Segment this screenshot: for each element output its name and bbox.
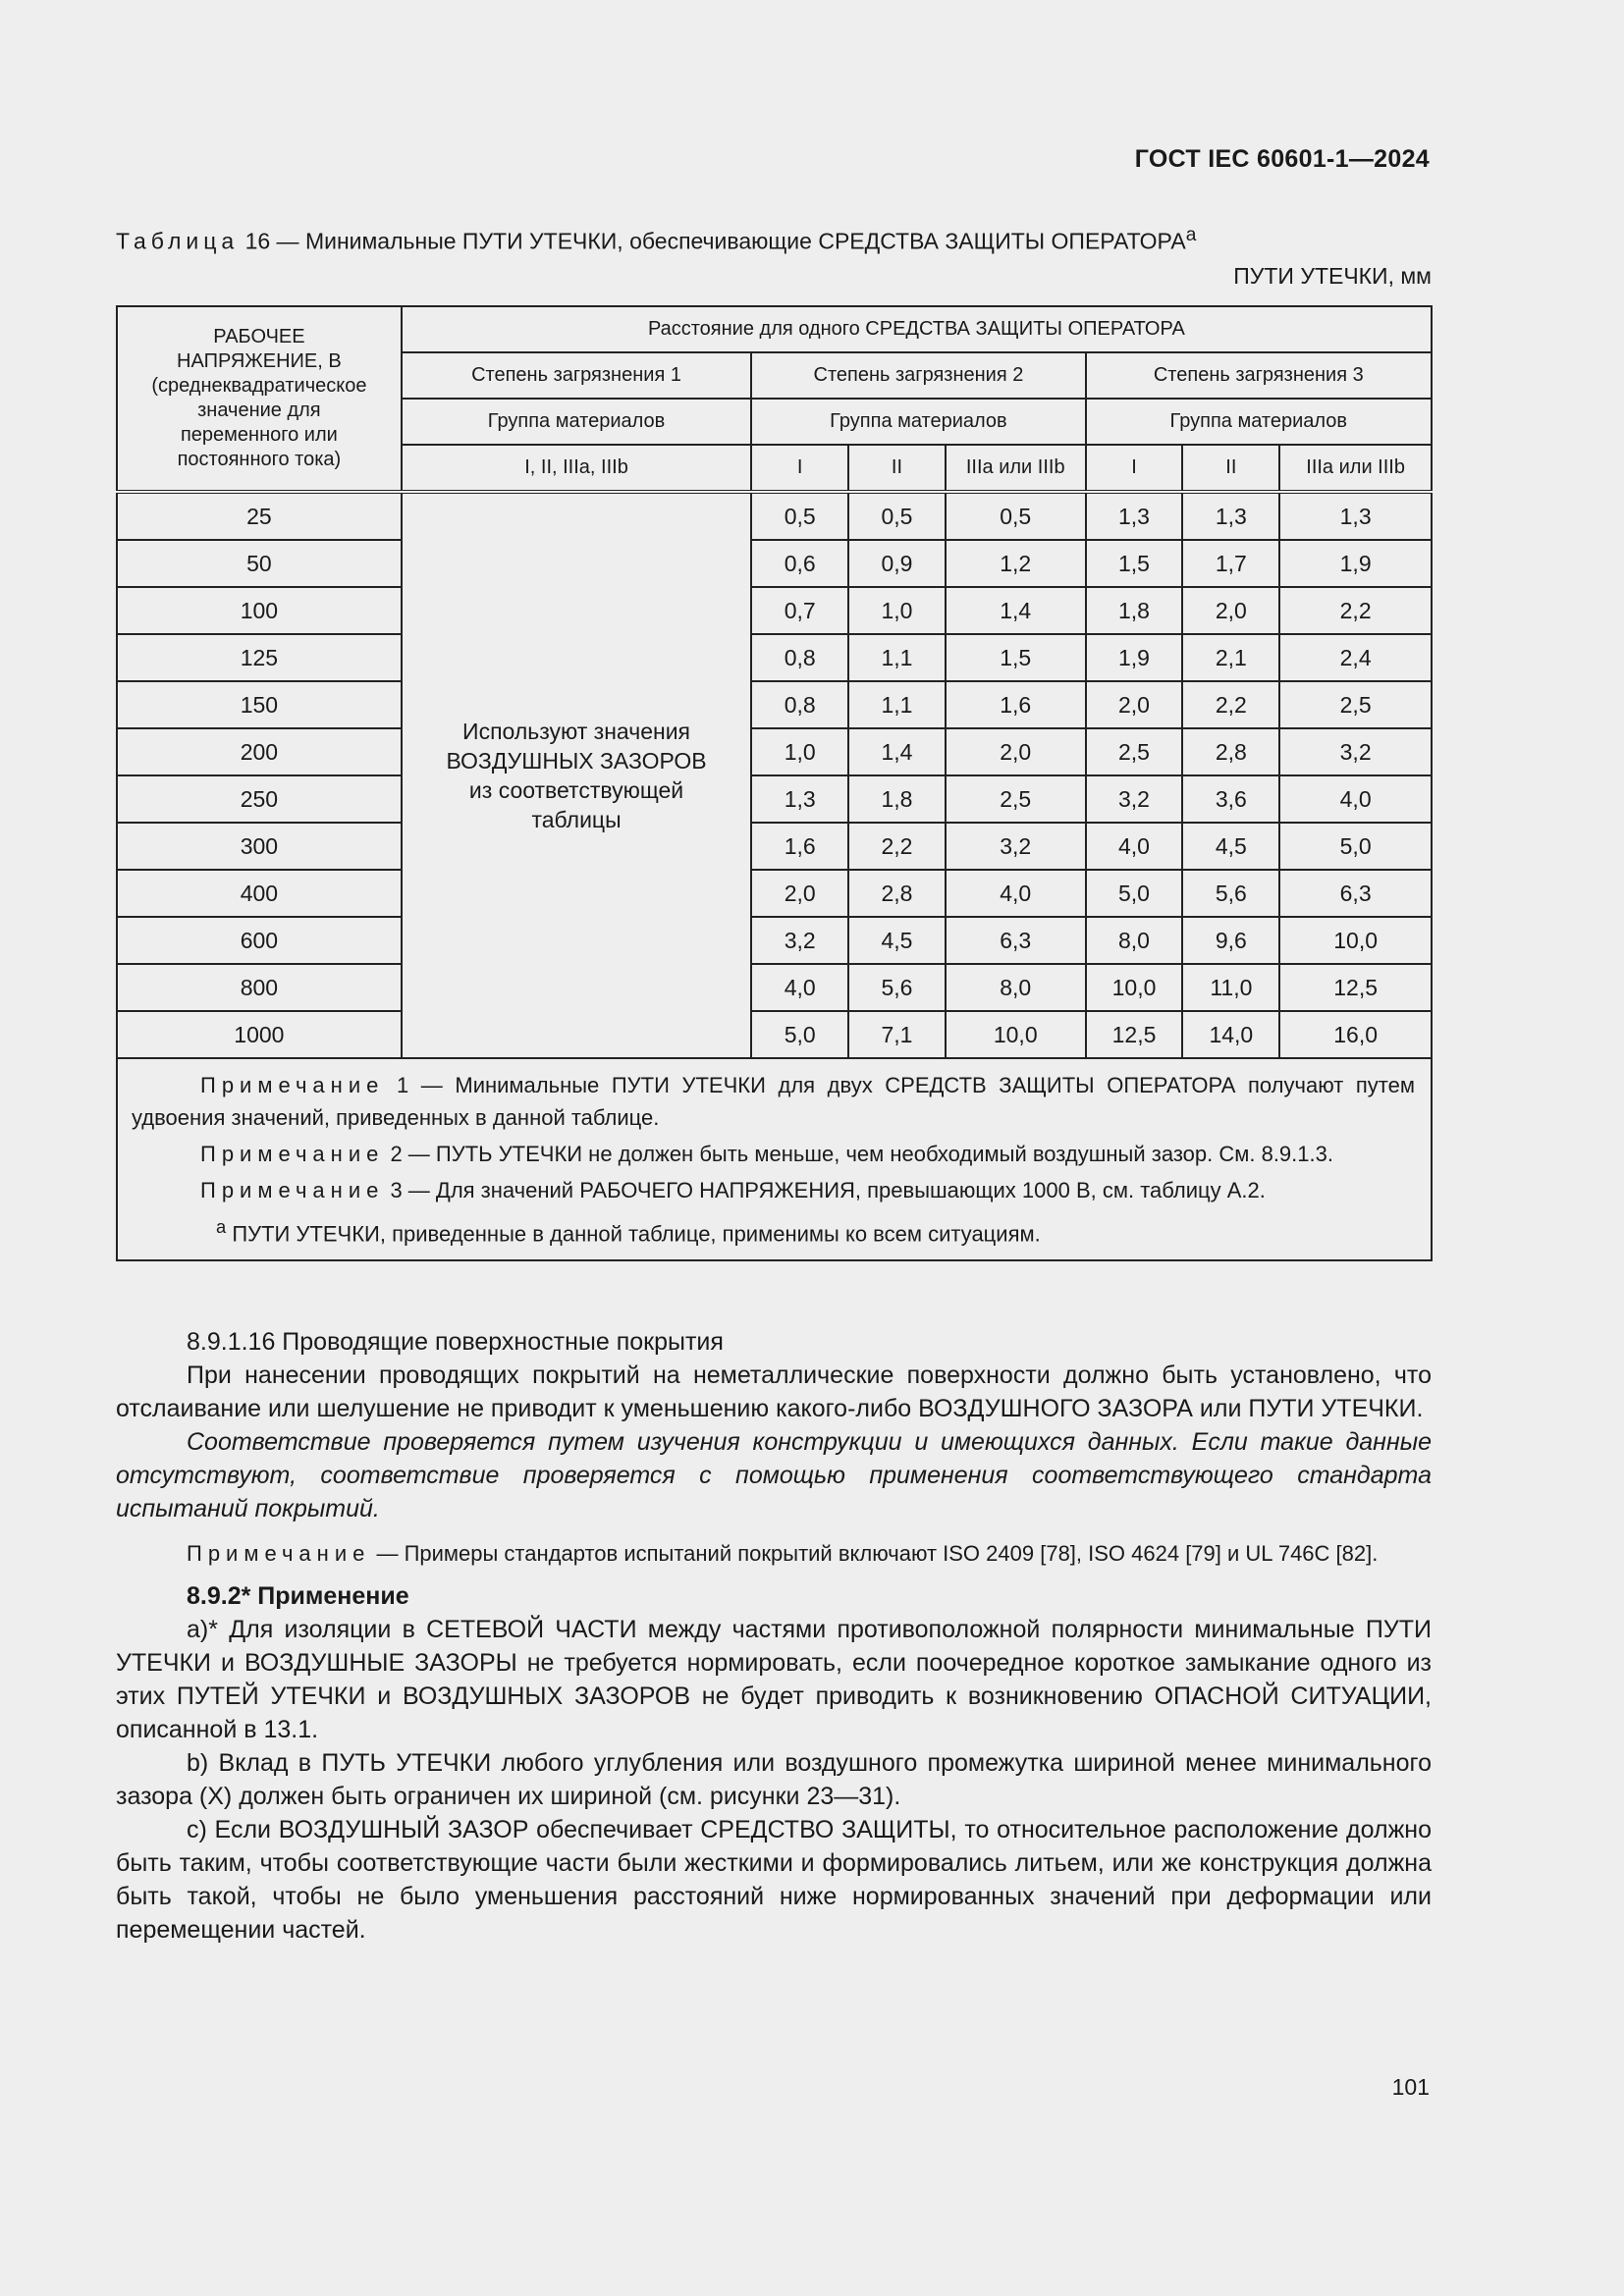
value-cell: 4,0 [946, 870, 1086, 917]
value-cell: 4,5 [848, 917, 946, 964]
voltage-cell: 1000 [117, 1011, 402, 1058]
value-cell: 2,5 [946, 775, 1086, 823]
value-cell: 1,4 [848, 728, 946, 775]
value-cell: 5,0 [751, 1011, 848, 1058]
value-cell: 1,4 [946, 587, 1086, 634]
value-cell: 3,2 [1086, 775, 1183, 823]
item-b: b) Вклад в ПУТЬ УТЕЧКИ любого углубления или воздушного промежутка шириной менее минимального зазора (X) должен быть ограничен их шириной (см. рисунки 23—31). [116, 1749, 1432, 1810]
section-8-9-2-title: 8.9.2* Применение [187, 1582, 409, 1610]
value-cell: 2,0 [751, 870, 848, 917]
table-row [117, 540, 1432, 587]
table-note-3 [132, 1174, 1415, 1206]
value-cell: 2,0 [1182, 587, 1279, 634]
value-cell: 1,3 [1182, 492, 1279, 540]
value-cell: 5,6 [848, 964, 946, 1011]
note-text: 2 — ПУТЬ УТЕЧКИ не должен быть меньше, чем необходимый воздушный зазор. См. 8.9.1.3. [384, 1142, 1333, 1166]
header-distance: Расстояние для одного СРЕДСТВА ЗАЩИТЫ ОПЕРАТОРА [402, 306, 1432, 352]
table-row [117, 728, 1432, 775]
body-text [116, 1325, 1432, 1947]
value-cell: 14,0 [1182, 1011, 1279, 1058]
value-cell: 11,0 [1182, 964, 1279, 1011]
value-cell: 4,0 [1086, 823, 1183, 870]
table-note-1 [132, 1069, 1415, 1134]
voltage-cell: 100 [117, 587, 402, 634]
item-c: c) Если ВОЗДУШНЫЙ ЗАЗОР обеспечивает СРЕДСТВО ЗАЩИТЫ, то относительное расположение должно быть таким, чтобы соответствующие части были жесткими и формировались литьем, или же конструкция должна быть такой, чтобы не было уменьшения расстояний ниже нормированных значений при деформации или перемещении частей. [116, 1816, 1432, 1944]
table-row [117, 870, 1432, 917]
value-cell: 3,6 [1182, 775, 1279, 823]
header-voltage-line: РАБОЧЕЕ [213, 326, 305, 347]
note-text: 1 — Минимальные ПУТИ УТЕЧКИ для двух СРЕДСТВ ЗАЩИТЫ ОПЕРАТОРА получают путем удвоения значений, приведенных в данной таблице. [132, 1073, 1415, 1130]
value-cell: 2,1 [1182, 634, 1279, 681]
value-cell: 7,1 [848, 1011, 946, 1058]
value-cell: 0,5 [751, 492, 848, 540]
value-cell: 0,9 [848, 540, 946, 587]
header-pollution-3: Степень загрязнения 3 [1086, 352, 1432, 399]
table-row [117, 917, 1432, 964]
value-cell: 0,7 [751, 587, 848, 634]
value-cell: 1,8 [1086, 587, 1183, 634]
header-group: II [848, 445, 946, 492]
value-cell: 0,8 [751, 681, 848, 728]
value-cell: 1,7 [1182, 540, 1279, 587]
value-cell: 4,0 [1279, 775, 1432, 823]
value-cell: 1,3 [1279, 492, 1432, 540]
table-footnote [132, 1210, 1415, 1250]
value-cell: 3,2 [1279, 728, 1432, 775]
table-caption [116, 225, 1432, 255]
value-cell: 1,5 [946, 634, 1086, 681]
header-material-group: Группа материалов [751, 399, 1085, 445]
value-cell: 12,5 [1086, 1011, 1183, 1058]
footnote-text: ПУТИ УТЕЧКИ, приведенные в данной таблице, применимы ко всем ситуациям. [226, 1221, 1041, 1247]
value-cell: 0,8 [751, 634, 848, 681]
voltage-cell: 50 [117, 540, 402, 587]
merged-line: из соответствующей [468, 777, 684, 803]
value-cell: 0,6 [751, 540, 848, 587]
value-cell: 2,2 [1279, 587, 1432, 634]
table-row [117, 681, 1432, 728]
value-cell: 6,3 [1279, 870, 1432, 917]
note-text: — Примеры стандартов испытаний покрытий включают ISO 2409 [78], ISO 4624 [79] и UL 746C [82]. [370, 1541, 1379, 1566]
item-a: a)* Для изоляции в СЕТЕВОЙ ЧАСТИ между частями противоположной полярности минимальные ПУТИ УТЕЧКИ и ВОЗДУШНЫЕ ЗАЗОРЫ не требуется нормировать, если поочередное короткое замыкание одного из этих ПУТЕЙ УТЕЧКИ и ВОЗДУШНЫХ ЗАЗОРОВ не будет приводить к возникновению ОПАСНОЙ СИТУАЦИИ, описанной в 13.1. [116, 1616, 1432, 1743]
value-cell: 1,3 [751, 775, 848, 823]
section-8-9-1-16-paragraph: При нанесении проводящих покрытий на неметаллические поверхности должно быть установлено, что отслаивание или шелушение не приводит к уменьшению какого-либо ВОЗДУШНОГО ЗАЗОРА или ПУТИ УТЕЧКИ. [116, 1362, 1432, 1422]
table-row [117, 1011, 1432, 1058]
value-cell: 5,6 [1182, 870, 1279, 917]
value-cell: 2,5 [1086, 728, 1183, 775]
value-cell: 10,0 [1279, 917, 1432, 964]
table-caption-footnote-mark: a [1185, 225, 1197, 245]
value-cell: 0,5 [848, 492, 946, 540]
merged-line: ВОЗДУШНЫХ ЗАЗОРОВ [446, 748, 707, 774]
value-cell: 16,0 [1279, 1011, 1432, 1058]
table-row [117, 823, 1432, 870]
header-voltage-line: значение для [197, 400, 321, 421]
value-cell: 1,1 [848, 634, 946, 681]
value-cell: 4,0 [751, 964, 848, 1011]
header-voltage-line: НАПРЯЖЕНИЕ, В [177, 350, 342, 372]
voltage-cell: 400 [117, 870, 402, 917]
value-cell: 5,0 [1279, 823, 1432, 870]
value-cell: 1,0 [848, 587, 946, 634]
header-group: IIIa или IIIb [946, 445, 1086, 492]
value-cell: 8,0 [1086, 917, 1183, 964]
table-notes [117, 1058, 1432, 1260]
note-word: Примечание [187, 1541, 371, 1566]
value-cell: 3,2 [946, 823, 1086, 870]
table-caption-word: Таблица [116, 228, 240, 254]
voltage-cell: 600 [117, 917, 402, 964]
merged-line: таблицы [531, 807, 622, 832]
value-cell: 1,9 [1279, 540, 1432, 587]
value-cell: 1,2 [946, 540, 1086, 587]
value-cell: 0,5 [946, 492, 1086, 540]
table-row [117, 964, 1432, 1011]
body-note [116, 1537, 1432, 1570]
header-pollution-1: Степень загрязнения 1 [402, 352, 752, 399]
section-8-9-1-16-title: 8.9.1.16 Проводящие поверхностные покрытия [187, 1328, 724, 1356]
header-working-voltage [117, 306, 402, 492]
value-cell: 8,0 [946, 964, 1086, 1011]
table-units: ПУТИ УТЕЧКИ, мм [1233, 263, 1432, 289]
value-cell: 2,4 [1279, 634, 1432, 681]
value-cell: 1,5 [1086, 540, 1183, 587]
creepage-table [116, 305, 1433, 1261]
table-note-2 [132, 1138, 1415, 1170]
value-cell: 2,5 [1279, 681, 1432, 728]
table-row [117, 492, 1432, 540]
value-cell: 2,2 [848, 823, 946, 870]
compliance-paragraph: Соответствие проверяется путем изучения конструкции и имеющихся данных. Если такие данные отсутствуют, соответствие проверяется с помощью применения соответствующего стандарта испытаний покрытий. [116, 1428, 1432, 1522]
table-caption-text: 16 — Минимальные ПУТИ УТЕЧКИ, обеспечивающие СРЕДСТВА ЗАЩИТЫ ОПЕРАТОРА [239, 228, 1186, 254]
voltage-cell: 800 [117, 964, 402, 1011]
header-group: IIIa или IIIb [1279, 445, 1432, 492]
voltage-cell: 125 [117, 634, 402, 681]
table-row [117, 775, 1432, 823]
table-row [117, 634, 1432, 681]
value-cell: 1,6 [751, 823, 848, 870]
value-cell: 1,3 [1086, 492, 1183, 540]
document-code: ГОСТ IEC 60601-1—2024 [1134, 145, 1430, 173]
merged-clearance-note [402, 492, 752, 1058]
voltage-cell: 25 [117, 492, 402, 540]
header-group-pd1: I, II, IIIa, IIIb [402, 445, 752, 492]
value-cell: 2,0 [946, 728, 1086, 775]
value-cell: 1,1 [848, 681, 946, 728]
table-row [117, 587, 1432, 634]
voltage-cell: 200 [117, 728, 402, 775]
merged-line: Используют значения [462, 719, 690, 744]
value-cell: 6,3 [946, 917, 1086, 964]
header-voltage-line: (среднеквадратическое [151, 375, 367, 397]
value-cell: 4,5 [1182, 823, 1279, 870]
header-voltage-line: переменного или [180, 424, 338, 446]
value-cell: 10,0 [946, 1011, 1086, 1058]
footnote-mark: a [216, 1216, 227, 1237]
header-material-group: Группа материалов [402, 399, 752, 445]
voltage-cell: 150 [117, 681, 402, 728]
header-group: I [1086, 445, 1183, 492]
value-cell: 1,8 [848, 775, 946, 823]
header-pollution-2: Степень загрязнения 2 [751, 352, 1085, 399]
header-group: I [751, 445, 848, 492]
value-cell: 2,8 [1182, 728, 1279, 775]
value-cell: 1,0 [751, 728, 848, 775]
note-text: 3 — Для значений РАБОЧЕГО НАПРЯЖЕНИЯ, превышающих 1000 В, см. таблицу А.2. [384, 1178, 1266, 1202]
note-word: Примечание [200, 1142, 385, 1166]
voltage-cell: 250 [117, 775, 402, 823]
value-cell: 1,6 [946, 681, 1086, 728]
header-group: II [1182, 445, 1279, 492]
value-cell: 3,2 [751, 917, 848, 964]
note-word: Примечание [200, 1178, 385, 1202]
header-voltage-line: постоянного тока) [177, 449, 342, 470]
note-word: Примечание [200, 1073, 385, 1097]
value-cell: 2,2 [1182, 681, 1279, 728]
header-material-group: Группа материалов [1086, 399, 1432, 445]
value-cell: 10,0 [1086, 964, 1183, 1011]
value-cell: 2,8 [848, 870, 946, 917]
value-cell: 2,0 [1086, 681, 1183, 728]
value-cell: 1,9 [1086, 634, 1183, 681]
value-cell: 5,0 [1086, 870, 1183, 917]
value-cell: 9,6 [1182, 917, 1279, 964]
value-cell: 12,5 [1279, 964, 1432, 1011]
page-number: 101 [1391, 2074, 1430, 2100]
voltage-cell: 300 [117, 823, 402, 870]
